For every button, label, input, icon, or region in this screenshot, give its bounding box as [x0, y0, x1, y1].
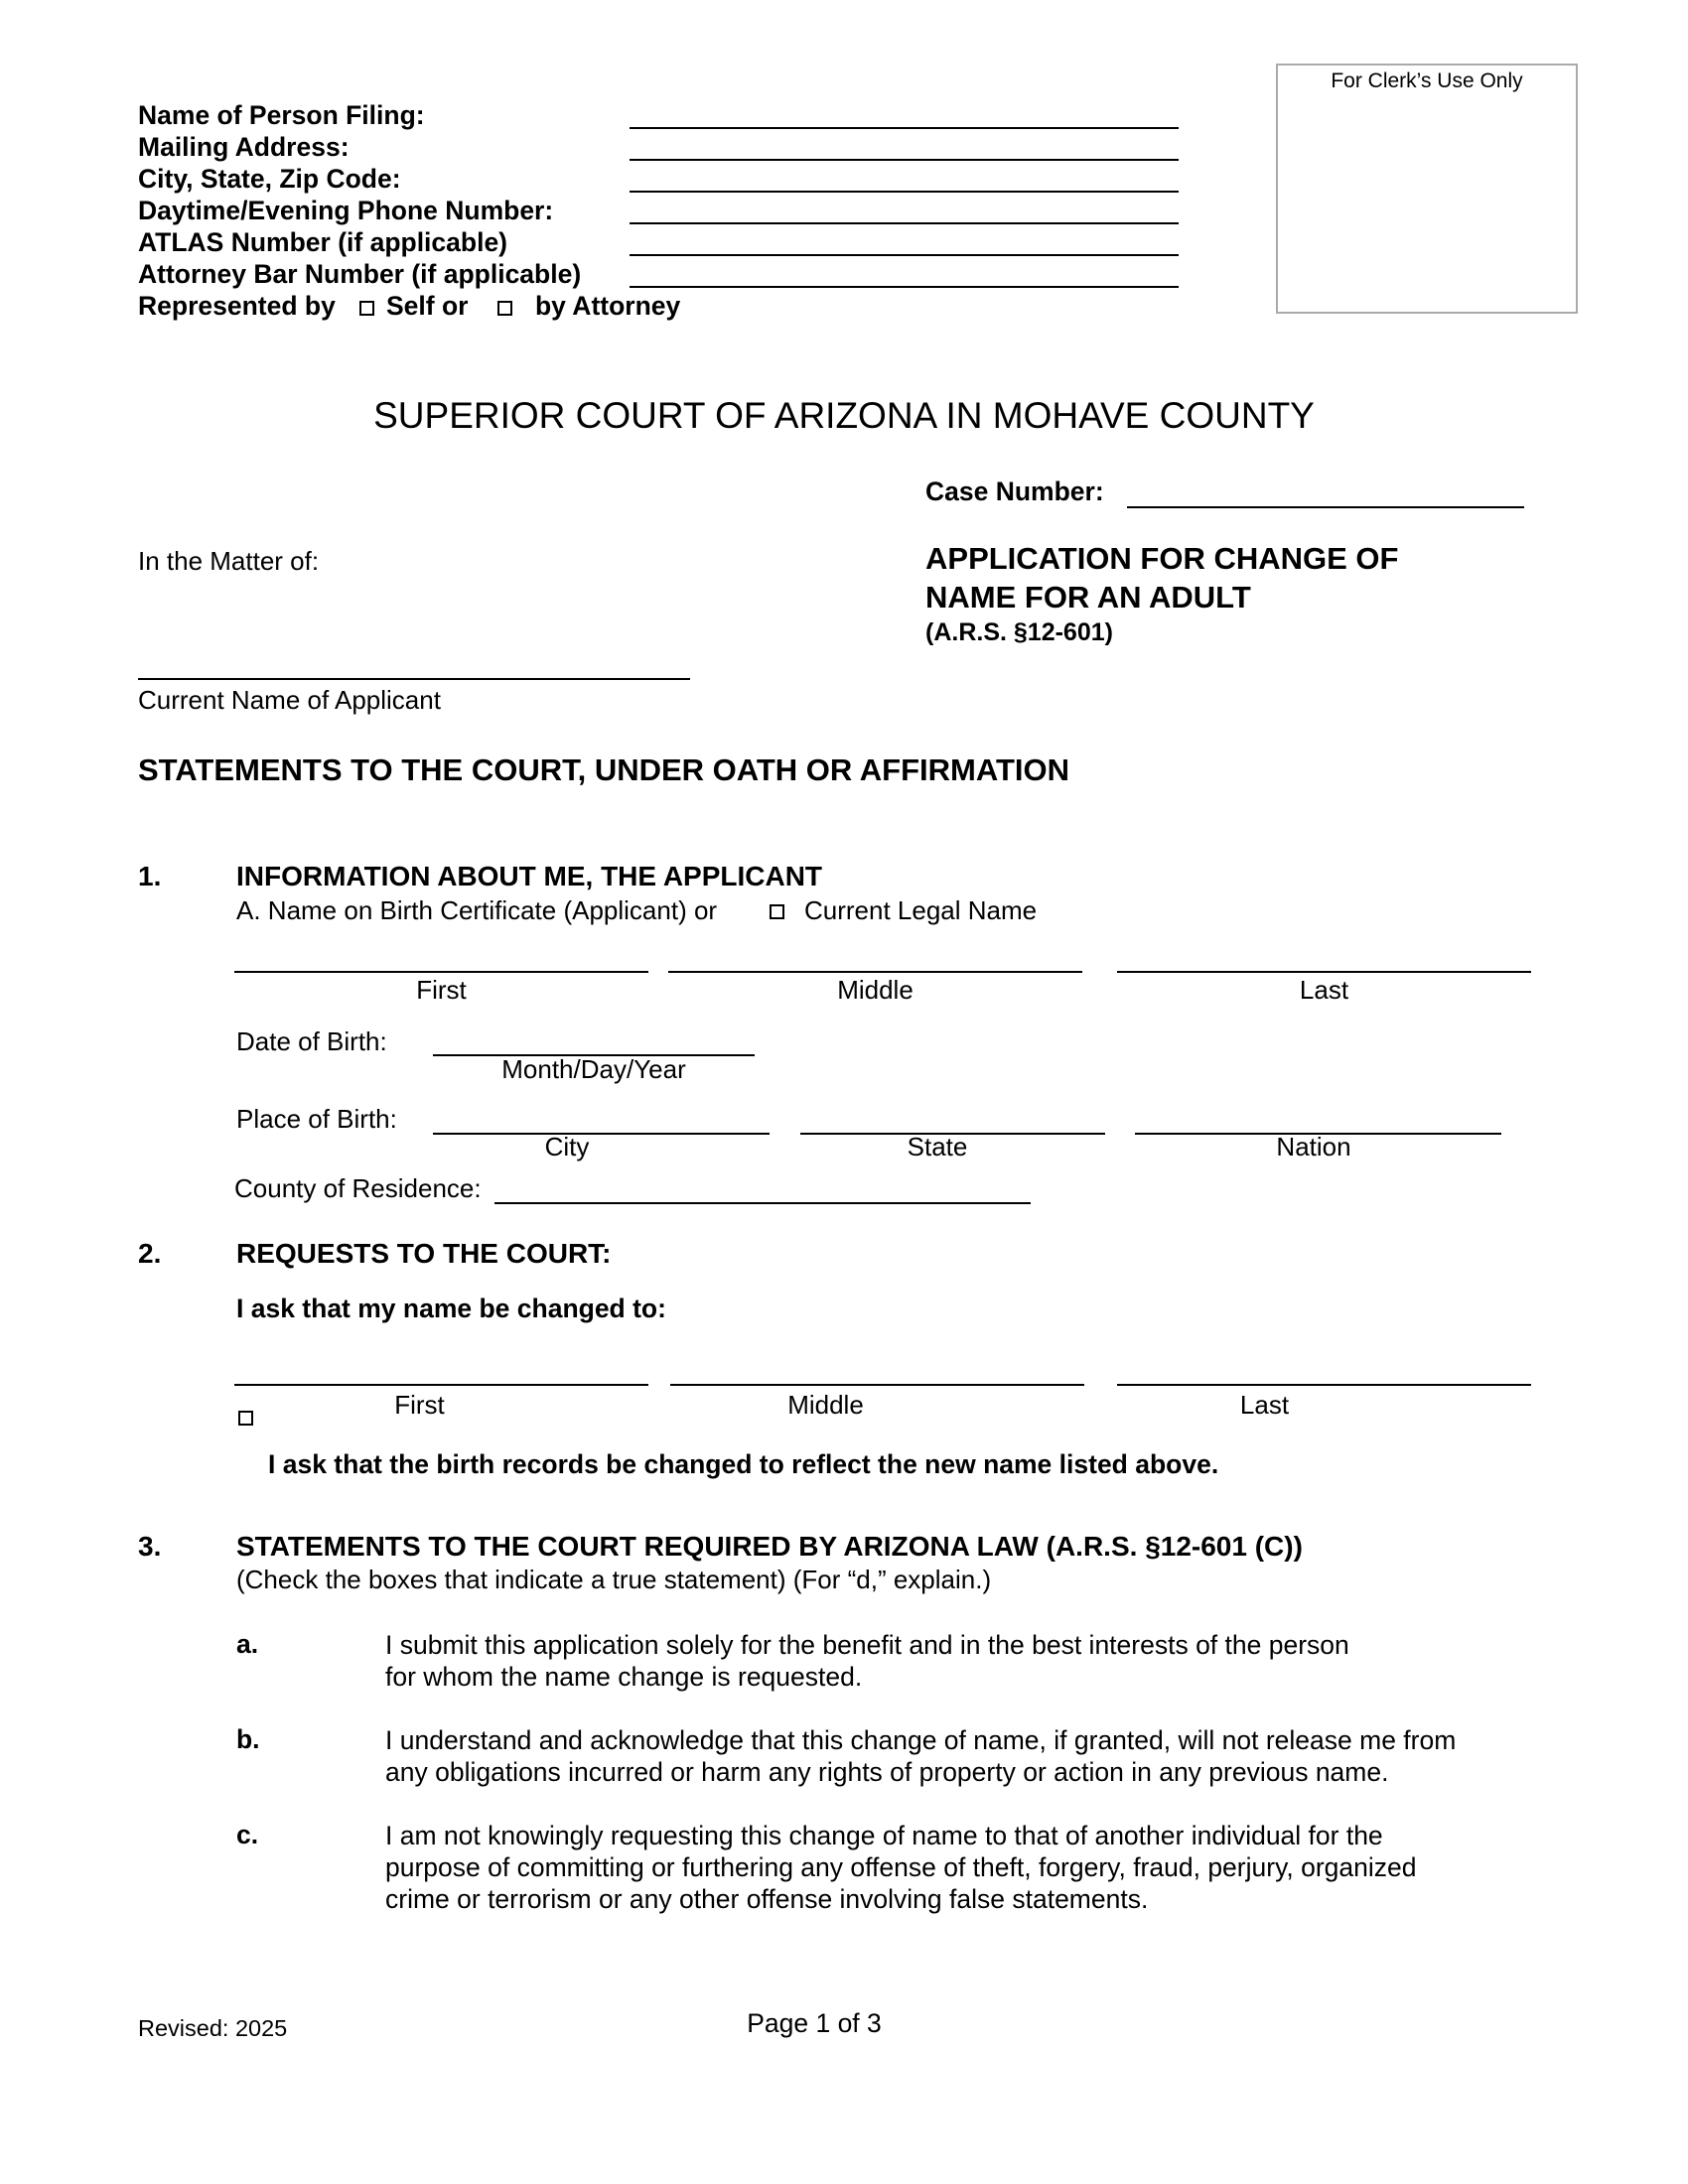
dob-label: Date of Birth:: [236, 1026, 387, 1056]
first-name-label: First: [416, 975, 467, 1005]
statement-c-line3: crime or terrorism or any other offense involving false statements.: [385, 1884, 1149, 1914]
pob-city-label: City: [544, 1132, 590, 1161]
statement-c-line2: purpose of committing or furthering any offense of theft, forgery, fraud, perjury, organized: [385, 1852, 1417, 1882]
current-name-field[interactable]: [138, 678, 690, 680]
phone-label: Daytime/Evening Phone Number:: [138, 196, 554, 225]
current-legal-name-checkbox[interactable]: [770, 904, 784, 919]
statement-a-letter: a.: [236, 1629, 259, 1659]
application-title-line1: APPLICATION FOR CHANGE OF: [925, 541, 1399, 576]
application-statute: (A.R.S. §12-601): [925, 618, 1113, 646]
middle-name-field[interactable]: [668, 971, 1082, 973]
self-label: Self or: [386, 291, 469, 321]
statement-b-line2: any obligations incurred or harm any rights of property or action in any previous name.: [385, 1757, 1389, 1787]
pob-state-label: State: [907, 1132, 968, 1161]
attorney-checkbox[interactable]: [497, 301, 512, 316]
attorney-bar-field[interactable]: [630, 286, 1179, 288]
city-state-zip-field[interactable]: [630, 191, 1179, 193]
first-name-field[interactable]: [234, 971, 648, 973]
case-number-field[interactable]: [1127, 506, 1524, 508]
statement-c-letter: c.: [236, 1820, 259, 1849]
section-3-instructions: (Check the boxes that indicate a true statement) (For “d,” explain.): [236, 1565, 992, 1594]
represented-by-label: Represented by: [138, 291, 336, 321]
page-number: Page 1 of 3: [747, 2008, 882, 2038]
city-state-zip-label: City, State, Zip Code:: [138, 164, 401, 194]
new-first-name-field[interactable]: [234, 1384, 648, 1386]
current-legal-name-label: Current Legal Name: [804, 895, 1038, 925]
current-name-label: Current Name of Applicant: [138, 685, 441, 715]
last-name-field[interactable]: [1117, 971, 1531, 973]
clerk-use-label: For Clerk’s Use Only: [1331, 69, 1523, 92]
birth-certificate-option: A. Name on Birth Certificate (Applicant) or: [236, 895, 718, 925]
new-first-name-label: First: [394, 1390, 445, 1420]
pob-label: Place of Birth:: [236, 1104, 397, 1134]
section-1-number: 1.: [138, 861, 162, 891]
atlas-number-label: ATLAS Number (if applicable): [138, 227, 508, 257]
self-checkbox[interactable]: [359, 301, 374, 316]
dob-format-label: Month/Day/Year: [501, 1054, 686, 1084]
filer-name-label: Name of Person Filing:: [138, 100, 425, 130]
attorney-bar-label: Attorney Bar Number (if applicable): [138, 259, 582, 289]
statement-b-line1: I understand and acknowledge that this change of name, if granted, will not release me from: [385, 1725, 1457, 1755]
court-title: SUPERIOR COURT OF ARIZONA IN MOHAVE COUNTY: [373, 395, 1315, 436]
new-last-name-label: Last: [1239, 1390, 1290, 1420]
middle-name-label: Middle: [837, 975, 914, 1005]
statement-c-line1: I am not knowingly requesting this change of name to that of another individual for the: [385, 1821, 1383, 1850]
clerk-use-box: [1276, 64, 1578, 314]
case-number-label: Case Number:: [925, 477, 1104, 506]
name-change-request: I ask that my name be changed to:: [236, 1294, 666, 1323]
statement-b-letter: b.: [236, 1724, 260, 1754]
section-2-number: 2.: [138, 1238, 162, 1269]
section-3-number: 3.: [138, 1531, 162, 1562]
statement-a-line1: I submit this application solely for the benefit and in the best interests of the person: [385, 1630, 1349, 1660]
filer-name-field[interactable]: [630, 127, 1179, 129]
new-middle-name-label: Middle: [787, 1390, 864, 1420]
county-residence-label: County of Residence:: [234, 1173, 482, 1203]
application-title-line2: NAME FOR AN ADULT: [925, 580, 1251, 614]
mailing-address-field[interactable]: [630, 159, 1179, 161]
section-3-title: STATEMENTS TO THE COURT REQUIRED BY ARIZONA LAW (A.R.S. §12-601 (C)): [236, 1531, 1303, 1562]
in-matter-label: In the Matter of:: [138, 546, 320, 576]
statements-heading: STATEMENTS TO THE COURT, UNDER OATH OR AFFIRMATION: [138, 752, 1069, 787]
pob-nation-label: Nation: [1276, 1132, 1351, 1161]
attorney-label: by Attorney: [535, 291, 681, 321]
birth-records-request: I ask that the birth records be changed to reflect the new name listed above.: [268, 1449, 1219, 1479]
atlas-number-field[interactable]: [630, 254, 1179, 256]
last-name-label: Last: [1299, 975, 1349, 1005]
mailing-address-label: Mailing Address:: [138, 132, 350, 162]
revised-date: Revised: 2025: [138, 2015, 288, 2041]
section-1-title: INFORMATION ABOUT ME, THE APPLICANT: [236, 861, 823, 891]
new-middle-name-field[interactable]: [670, 1384, 1084, 1386]
county-residence-field[interactable]: [494, 1202, 1031, 1204]
section-2-title: REQUESTS TO THE COURT:: [236, 1238, 612, 1269]
birth-records-checkbox[interactable]: [238, 1411, 253, 1426]
phone-field[interactable]: [630, 222, 1179, 224]
new-last-name-field[interactable]: [1117, 1384, 1531, 1386]
statement-a-line2: for whom the name change is requested.: [385, 1662, 863, 1692]
